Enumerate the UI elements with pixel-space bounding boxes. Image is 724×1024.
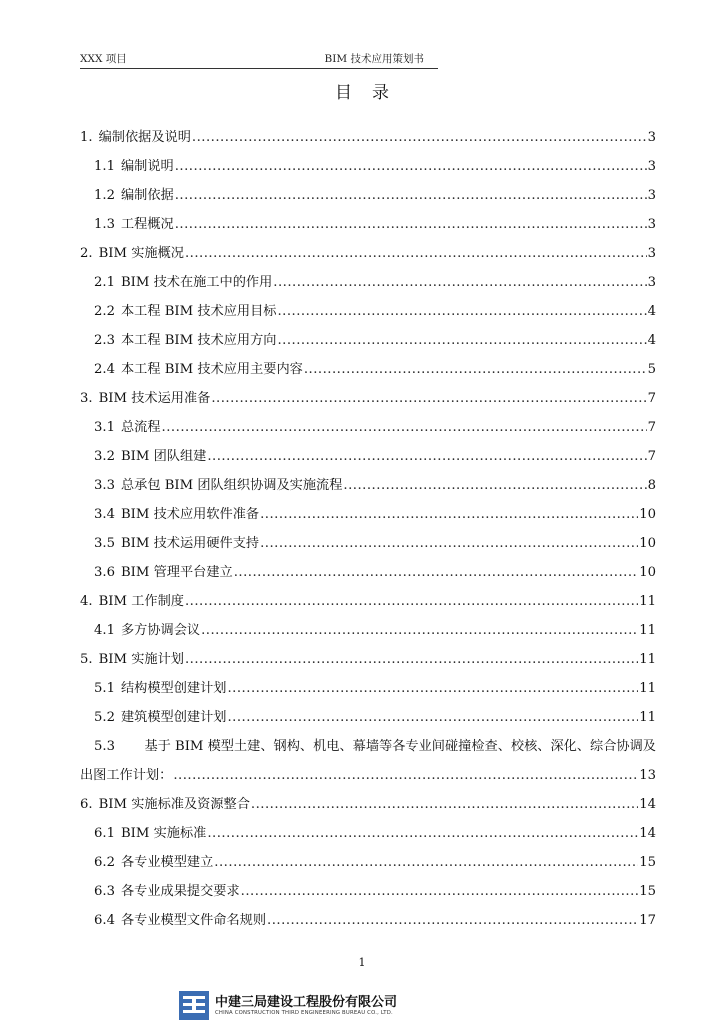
toc-leader-dots [162,413,647,442]
toc-entry-page: 11 [639,623,656,638]
toc-leader-dots [277,297,646,326]
toc-entry-text: 编制依据 [120,188,174,203]
toc-entry-text: 本工程 BIM 技术应用方向 [120,333,277,348]
toc-entry-number: 1.1 [94,159,115,174]
company-logo-icon [179,991,209,1020]
toc-leader-dots [175,181,647,210]
toc-entry-text: 本工程 BIM 技术应用目标 [120,304,277,319]
toc-entry-page: 10 [639,565,656,580]
toc-leader-dots [214,848,638,877]
toc-leader-dots [227,674,638,703]
toc-entry[interactable] [80,848,656,877]
toc-entry-page: 15 [639,855,656,870]
toc-entry-text: BIM 实施计划 [98,652,184,667]
toc-leader-dots [343,471,646,500]
toc-entry-number: 6.2 [94,855,115,870]
toc-entry[interactable] [80,790,656,819]
company-name-cn: 中建三局建设工程股份有限公司 [215,995,398,1010]
toc-entry-page: 10 [639,507,656,522]
toc-entry-text: BIM 团队组建 [120,449,207,464]
toc-leader-dots [175,152,647,181]
toc-entry[interactable] [80,210,656,239]
toc-entry-page: 8 [647,478,656,493]
toc-entry-number: 2.4 [94,362,115,377]
toc-entry-text: 出图工作计划： [80,768,173,783]
toc-entry-text: BIM 技术应用软件准备 [120,507,260,522]
toc-leader-dots [211,384,646,413]
toc-entry-text: 总流程 [120,420,161,435]
toc-entry-number: 5.2 [94,710,115,725]
toc-entry-page: 14 [639,826,656,841]
toc-leader-dots [273,268,646,297]
toc-entry[interactable] [80,674,656,703]
toc-entry-text: BIM 实施标准及资源整合 [98,797,250,812]
toc-leader-dots [241,877,639,906]
toc-leader-dots [304,355,647,384]
toc-leader-dots [251,790,638,819]
toc-entry[interactable] [80,819,656,848]
toc-entry-number: 4. [80,594,93,609]
toc-leader-dots [260,529,638,558]
toc-entry-page: 3 [647,217,656,232]
toc-entry[interactable] [80,558,656,587]
toc-entry[interactable] [80,877,656,906]
toc-entry-text: 结构模型创建计划 [120,681,227,696]
toc-entry-page: 10 [639,536,656,551]
toc-entry-text: 本工程 BIM 技术应用主要内容 [120,362,303,377]
toc-entry[interactable] [80,645,656,674]
toc-entry-page: 13 [639,768,656,783]
header-project-name: XXX 项目 [80,53,127,65]
toc-entry-page: 4 [647,333,656,348]
toc-entry-page: 3 [647,159,656,174]
toc-entry-page: 7 [647,391,656,406]
toc-entry-text: BIM 技术运用准备 [98,391,211,406]
toc-entry-page: 11 [639,594,656,609]
toc-entry-number: 6. [80,797,93,812]
toc-entry[interactable] [80,471,656,500]
toc-entry-text: 建筑模型创建计划 [120,710,227,725]
toc-leader-dots [175,210,647,239]
toc-entry-text: 编制依据及说明 [98,130,191,145]
toc-entry-page: 15 [639,884,656,899]
toc-entry-text: BIM 实施概况 [98,246,184,261]
toc-entry-text: BIM 技术运用硬件支持 [120,536,260,551]
toc-leader-dots [277,326,646,355]
toc-entry-number: 3.3 [94,478,115,493]
toc-entry-number: 2.3 [94,333,115,348]
toc-entry-text: 总承包 BIM 团队组织协调及实施流程 [120,478,343,493]
toc-entry[interactable] [80,181,656,210]
toc-entry-page: 14 [639,797,656,812]
toc-entry-text: 编制说明 [120,159,174,174]
toc-entry-text: 基于 BIM 模型土建、钢构、机电、幕墙等各专业间碰撞检查、校核、深化、综合协调及 [144,739,656,754]
toc-leader-dots [260,500,638,529]
toc-entry-text: BIM 技术在施工中的作用 [120,275,273,290]
toc-entry-number: 3.5 [94,536,115,551]
toc-entry[interactable] [80,587,656,616]
toc-entry[interactable] [80,732,656,761]
toc-entry-page: 3 [647,246,656,261]
table-of-contents [80,123,656,935]
toc-leader-dots [207,819,638,848]
toc-entry-number: 2.2 [94,304,115,319]
toc-leader-dots [192,123,647,152]
toc-entry-number: 2. [80,246,93,261]
toc-entry-number: 3. [80,391,93,406]
toc-entry[interactable] [80,326,656,355]
toc-entry-text: BIM 管理平台建立 [120,565,233,580]
toc-entry-page: 5 [647,362,656,377]
toc-entry[interactable] [80,703,656,732]
toc-entry-number: 4.1 [94,623,115,638]
toc-entry-number: 3.6 [94,565,115,580]
header-document-title: BIM 技术应用策划书 [324,53,424,65]
toc-entry-text: BIM 工作制度 [98,594,184,609]
toc-entry-page: 17 [639,913,656,928]
toc-entry-number: 5.3 [94,739,115,754]
toc-entry[interactable] [80,616,656,645]
toc-entry-number: 1.2 [94,188,115,203]
toc-entry-text: 各专业模型文件命名规则 [120,913,267,928]
toc-entry-page: 7 [647,449,656,464]
toc-entry-number: 5.1 [94,681,115,696]
toc-entry[interactable] [80,152,656,181]
toc-entry-number: 2.1 [94,275,115,290]
toc-entry-page: 3 [647,275,656,290]
toc-leader-dots [234,558,639,587]
toc-leader-dots [173,761,638,790]
toc-entry-number: 6.3 [94,884,115,899]
toc-entry-number: 1. [80,130,93,145]
toc-entry-number: 6.1 [94,826,115,841]
toc-entry-number: 3.2 [94,449,115,464]
toc-title: 目录 [335,83,409,103]
toc-entry-number: 1.3 [94,217,115,232]
toc-entry-number: 3.4 [94,507,115,522]
toc-leader-dots [201,616,638,645]
toc-entry-text: 各专业模型建立 [120,855,214,870]
toc-entry-text: 各专业成果提交要求 [120,884,240,899]
toc-leader-dots [227,703,638,732]
toc-entry-number: 6.4 [94,913,115,928]
toc-entry-page: 3 [647,130,656,145]
toc-entry-text: 工程概况 [120,217,174,232]
toc-entry-page: 7 [647,420,656,435]
toc-entry[interactable] [80,500,656,529]
page-header [80,53,438,69]
toc-entry[interactable] [80,413,656,442]
toc-entry[interactable] [80,442,656,471]
toc-entry-page: 4 [647,304,656,319]
toc-leader-dots [267,906,638,935]
toc-entry-page: 11 [639,652,656,667]
toc-entry[interactable] [80,529,656,558]
toc-entry[interactable] [80,384,656,413]
toc-entry-page: 11 [639,681,656,696]
toc-entry-number: 3.1 [94,420,115,435]
toc-entry[interactable] [80,906,656,935]
toc-entry-text: 多方协调会议 [120,623,201,638]
toc-entry-text: BIM 实施标准 [120,826,207,841]
toc-leader-dots [185,587,638,616]
toc-leader-dots [185,645,638,674]
toc-entry-continuation[interactable] [80,761,656,790]
toc-entry[interactable] [80,239,656,268]
page-number: 1 [358,956,366,969]
toc-leader-dots [185,239,647,268]
toc-entry-page: 3 [647,188,656,203]
toc-entry[interactable] [80,268,656,297]
toc-entry[interactable] [80,297,656,326]
toc-entry[interactable] [80,123,656,152]
toc-entry-number: 5. [80,652,93,667]
toc-entry[interactable] [80,355,656,384]
toc-entry-page: 11 [639,710,656,725]
toc-leader-dots [207,442,646,471]
company-name-en: CHINA CONSTRUCTION THIRD ENGINEERING BUREAU CO., LTD. [215,1010,393,1016]
